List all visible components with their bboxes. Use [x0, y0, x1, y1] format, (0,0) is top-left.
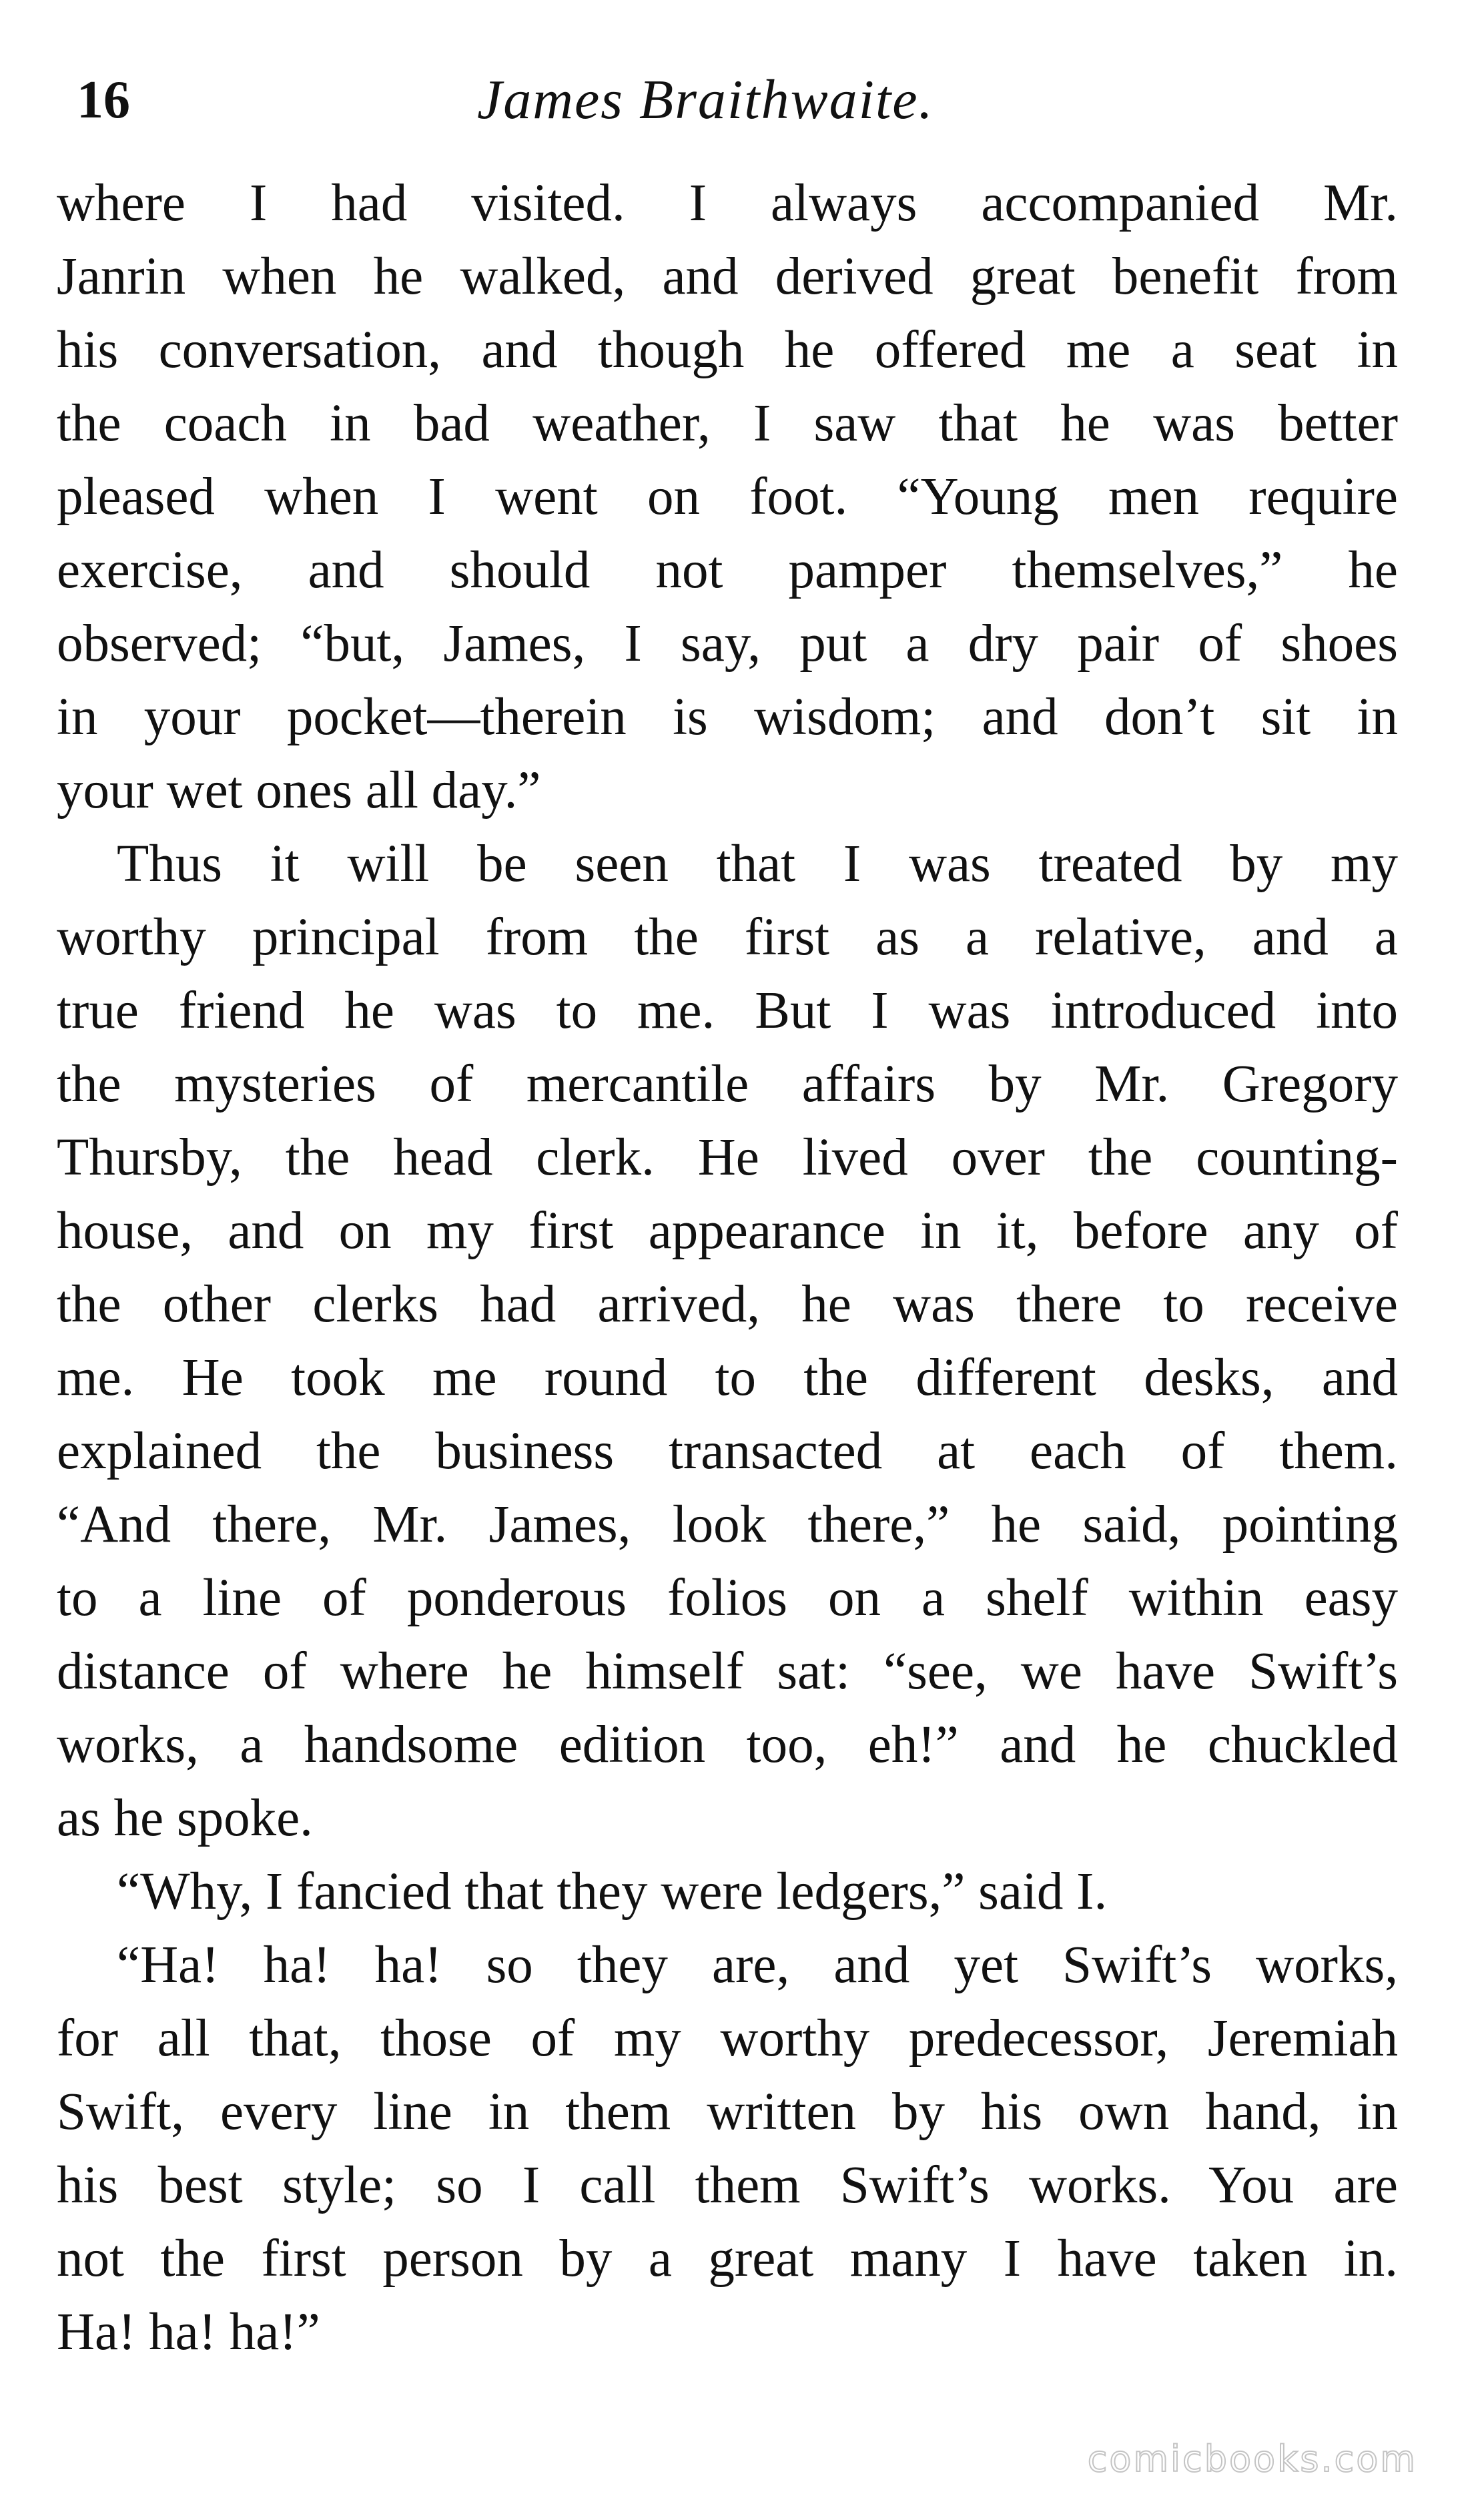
paragraph-first-line: Thus it will be seen that I was treated by my	[117, 835, 1398, 893]
text-line: worthy principal from the first as a relative, and a	[57, 908, 1398, 966]
watermark: comicbooks.com	[1087, 2438, 1417, 2480]
text-line: his best style; so I call them Swift’s works. You are	[57, 2156, 1398, 2214]
text-line: Swift, every line in them written by his own hand, in	[57, 2083, 1398, 2141]
text-line: house, and on my first appearance in it, before any of	[57, 1202, 1398, 1260]
text-line: Thursby, the head clerk. He lived over the counting-	[57, 1129, 1398, 1187]
text-line: observed; “but, James, I say, put a dry pair of shoes	[57, 615, 1398, 673]
text-line: where I had visited. I always accompanied Mr.	[57, 174, 1398, 232]
paragraph-first-line: “Ha! ha! ha! so they are, and yet Swift’s works,	[117, 1936, 1398, 1994]
paragraph-first-line: “Why, I fancied that they were ledgers,” said I.	[117, 1863, 1108, 1921]
text-line: as he spoke.	[57, 1789, 313, 1847]
text-line: Janrin when he walked, and derived great benefit from	[57, 248, 1398, 306]
text-line: pleased when I went on foot. “Young men require	[57, 468, 1398, 526]
text-line: the other clerks had arrived, he was there to receive	[57, 1275, 1398, 1333]
text-line: “And there, Mr. James, look there,” he said, pointing	[57, 1496, 1398, 1554]
text-line: distance of where he himself sat: “see, we have Swift’s	[57, 1642, 1398, 1700]
text-line: the coach in bad weather, I saw that he was better	[57, 394, 1398, 452]
text-line: to a line of ponderous folios on a shelf within easy	[57, 1569, 1398, 1627]
text-line: for all that, those of my worthy predecessor, Jeremiah	[57, 2009, 1398, 2068]
text-line: true friend he was to me. But I was introduced into	[57, 982, 1398, 1040]
page-header	[77, 63, 1405, 137]
text-line: explained the business transacted at each of them.	[57, 1422, 1398, 1480]
text-line: his conversation, and though he offered me a seat in	[57, 321, 1398, 379]
text-line: not the first person by a great many I have taken in.	[57, 2230, 1398, 2288]
text-line: the mysteries of mercantile affairs by Mr. Gregory	[57, 1055, 1398, 1113]
body-text	[57, 167, 1398, 2369]
text-line: works, a handsome edition too, eh!” and he chuckled	[57, 1716, 1398, 1774]
text-line: Ha! ha! ha!”	[57, 2303, 320, 2361]
text-line: exercise, and should not pamper themselves,” he	[57, 541, 1398, 599]
text-line: in your pocket—therein is wisdom; and don’t sit in	[57, 688, 1398, 746]
page-number: 16	[77, 71, 130, 129]
text-line: your wet ones all day.”	[57, 761, 541, 820]
text-line: me. He took me round to the different desks, and	[57, 1349, 1398, 1407]
running-head: James Braithwaite.	[477, 69, 934, 131]
